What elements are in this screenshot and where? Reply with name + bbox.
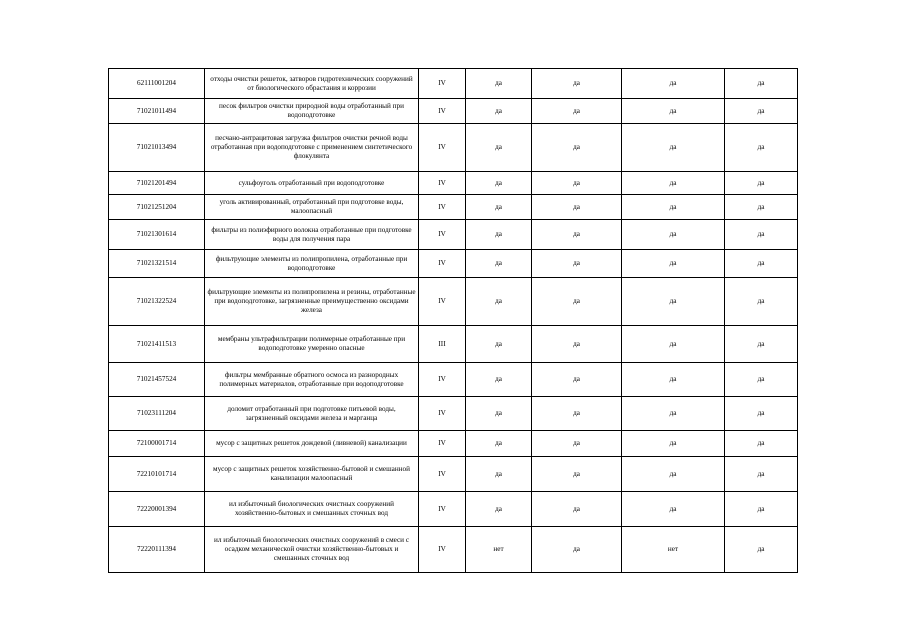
waste-code-cell: 71023111204 [109, 397, 205, 431]
waste-code-cell: 72210101714 [109, 457, 205, 492]
hazard-class-cell: IV [419, 492, 466, 527]
value-cell-2: да [532, 457, 622, 492]
table-row [109, 326, 798, 363]
value-cell-1: нет [466, 527, 532, 573]
hazard-class-cell: IV [419, 278, 466, 326]
waste-name-cell: фильтры из полиэфирного волокна отработанные при подготовке воды для получения пара [205, 220, 419, 250]
value-cell-1: да [466, 99, 532, 124]
value-cell-1: да [466, 195, 532, 220]
waste-name-cell: мембраны ультрафильтрации полимерные отработанные при водоподготовке умеренно опасные [205, 326, 419, 363]
value-cell-1: да [466, 431, 532, 457]
value-cell-2: да [532, 363, 622, 397]
value-cell-3: да [622, 195, 725, 220]
waste-code-cell: 62111001204 [109, 69, 205, 99]
waste-name-cell: отходы очистки решеток, затворов гидротехнических сооружений от биологического обрастания и коррозии [205, 69, 419, 99]
table-row [109, 124, 798, 172]
hazard-class-cell: IV [419, 124, 466, 172]
waste-code-cell: 72220001394 [109, 492, 205, 527]
hazard-class-cell: III [419, 326, 466, 363]
hazard-class-cell: IV [419, 99, 466, 124]
value-cell-3: да [622, 99, 725, 124]
value-cell-3: да [622, 172, 725, 195]
waste-code-cell: 71021457524 [109, 363, 205, 397]
value-cell-3: да [622, 492, 725, 527]
value-cell-1: да [466, 397, 532, 431]
value-cell-3: да [622, 250, 725, 278]
waste-code-cell: 71021251204 [109, 195, 205, 220]
waste-code-cell: 71021321514 [109, 250, 205, 278]
value-cell-4: да [725, 397, 798, 431]
hazard-class-cell: IV [419, 250, 466, 278]
value-cell-4: да [725, 195, 798, 220]
waste-code-cell: 71021011494 [109, 99, 205, 124]
table-row [109, 457, 798, 492]
waste-name-cell: мусор с защитных решеток хозяйственно-бытовой и смешанной канализации малоопасный [205, 457, 419, 492]
table-row [109, 220, 798, 250]
value-cell-2: да [532, 527, 622, 573]
waste-name-cell: фильтрующие элементы из полипропилена, отработанные при водоподготовке [205, 250, 419, 278]
value-cell-4: да [725, 99, 798, 124]
value-cell-4: да [725, 457, 798, 492]
table-row [109, 195, 798, 220]
value-cell-3: да [622, 397, 725, 431]
value-cell-2: да [532, 250, 622, 278]
waste-name-cell: мусор с защитных решеток дождевой (ливневой) канализации [205, 431, 419, 457]
value-cell-3: нет [622, 527, 725, 573]
waste-code-cell: 71021201494 [109, 172, 205, 195]
table-row [109, 363, 798, 397]
waste-name-cell: песчано-антрацитовая загрузка фильтров очистки речной воды отработанная при водоподготовке с применением синтетического флокулянта [205, 124, 419, 172]
value-cell-2: да [532, 172, 622, 195]
value-cell-1: да [466, 326, 532, 363]
waste-name-cell: фильтрующие элементы из полипропилена и резины, отработанные при водоподготовке, загрязненные преимущественно оксидами железа [205, 278, 419, 326]
table-row [109, 99, 798, 124]
value-cell-3: да [622, 278, 725, 326]
hazard-class-cell: IV [419, 172, 466, 195]
value-cell-1: да [466, 124, 532, 172]
table-row [109, 527, 798, 573]
value-cell-4: да [725, 220, 798, 250]
hazard-class-cell: IV [419, 195, 466, 220]
value-cell-4: да [725, 527, 798, 573]
value-cell-2: да [532, 397, 622, 431]
value-cell-3: да [622, 457, 725, 492]
value-cell-4: да [725, 363, 798, 397]
waste-code-cell: 71021301614 [109, 220, 205, 250]
table-row [109, 397, 798, 431]
waste-name-cell: уголь активированный, отработанный при подготовке воды, малоопасный [205, 195, 419, 220]
table-row [109, 69, 798, 99]
value-cell-1: да [466, 69, 532, 99]
hazard-class-cell: IV [419, 220, 466, 250]
value-cell-1: да [466, 492, 532, 527]
hazard-class-cell: IV [419, 69, 466, 99]
value-cell-4: да [725, 250, 798, 278]
value-cell-3: да [622, 69, 725, 99]
hazard-class-cell: IV [419, 457, 466, 492]
waste-name-cell: песок фильтров очистки природной воды отработанный при водоподготовке [205, 99, 419, 124]
value-cell-4: да [725, 172, 798, 195]
table-row [109, 278, 798, 326]
value-cell-4: да [725, 326, 798, 363]
waste-code-cell: 71021322524 [109, 278, 205, 326]
value-cell-4: да [725, 431, 798, 457]
value-cell-4: да [725, 492, 798, 527]
value-cell-2: да [532, 492, 622, 527]
table-row [109, 431, 798, 457]
value-cell-4: да [725, 124, 798, 172]
value-cell-2: да [532, 431, 622, 457]
waste-code-cell: 72220111394 [109, 527, 205, 573]
value-cell-1: да [466, 220, 532, 250]
table-row [109, 250, 798, 278]
waste-code-cell: 72100001714 [109, 431, 205, 457]
value-cell-3: да [622, 431, 725, 457]
value-cell-1: да [466, 363, 532, 397]
value-cell-2: да [532, 124, 622, 172]
value-cell-3: да [622, 124, 725, 172]
value-cell-4: да [725, 278, 798, 326]
waste-name-cell: фильтры мембранные обратного осмоса из разнородных полимерных материалов, отработанные при водоподготовке [205, 363, 419, 397]
table-row [109, 492, 798, 527]
value-cell-2: да [532, 326, 622, 363]
waste-classification-table [108, 68, 798, 573]
hazard-class-cell: IV [419, 527, 466, 573]
value-cell-2: да [532, 99, 622, 124]
waste-name-cell: ил избыточный биологических очистных сооружений в смеси с осадком механической очистки хозяйственно-бытовых и смешанных сточных вод [205, 527, 419, 573]
value-cell-3: да [622, 220, 725, 250]
hazard-class-cell: IV [419, 431, 466, 457]
value-cell-2: да [532, 195, 622, 220]
waste-code-cell: 71021013494 [109, 124, 205, 172]
table-row [109, 172, 798, 195]
value-cell-3: да [622, 326, 725, 363]
waste-name-cell: доломит отработанный при подготовке питьевой воды, загрязненный оксидами железа и марганца [205, 397, 419, 431]
hazard-class-cell: IV [419, 397, 466, 431]
value-cell-1: да [466, 457, 532, 492]
waste-name-cell: ил избыточный биологических очистных сооружений хозяйственно-бытовых и смешанных сточных вод [205, 492, 419, 527]
value-cell-1: да [466, 278, 532, 326]
value-cell-4: да [725, 69, 798, 99]
value-cell-2: да [532, 220, 622, 250]
value-cell-1: да [466, 172, 532, 195]
waste-name-cell: сульфоуголь отработанный при водоподготовке [205, 172, 419, 195]
value-cell-2: да [532, 69, 622, 99]
value-cell-1: да [466, 250, 532, 278]
value-cell-2: да [532, 278, 622, 326]
hazard-class-cell: IV [419, 363, 466, 397]
value-cell-3: да [622, 363, 725, 397]
waste-code-cell: 71021411513 [109, 326, 205, 363]
